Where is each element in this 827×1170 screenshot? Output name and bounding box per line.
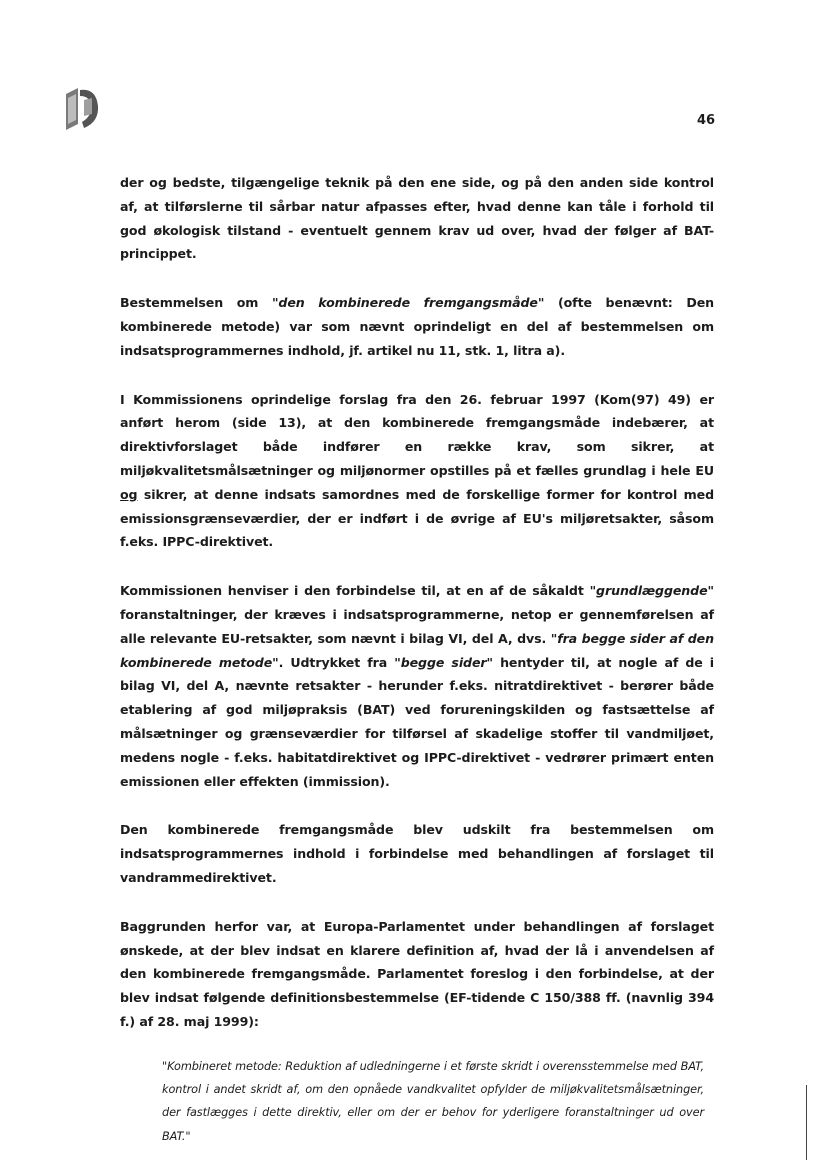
paragraph-3-text-c: sikrer, at denne indsats samordnes med de forskellige former for kontrol med emissionsgrænseværdier, der er indført i de øvrige af EU's miljøretsakter, såsom f.eks. IPPC-direktivet. — [120, 486, 714, 550]
scan-edge-line — [806, 1085, 807, 1160]
paragraph-3-text-a: I Kommissionens oprindelige forslag fra den 26. februar 1997 (Kom(97) 49) er anført herom (side 13), at den kombinerede fremgangsmåde indebærer, at direktivforslaget både indfører en række krav, som sikrer, at miljøkvalitetsmålsætninger og miljønormer opstilles på et fælles grundlag i hele EU — [120, 391, 714, 478]
term-grundlaeggende: "grundlæggende" — [589, 583, 714, 599]
paragraph-2-text-c: (ofte benævnt: Den kombinerede metode) var som nævnt oprindeligt en del af bestemmelsen om indsatsprogrammernes indhold, jf. artikel nu 11, stk. 1, litra a). — [120, 295, 715, 358]
logo-icon — [58, 84, 102, 136]
paragraph-2-text-a: Bestemmelsen om — [120, 295, 272, 311]
paragraph-6: Baggrunden herfor var, at Europa-Parlamentet under behandlingen af forslaget ønskede, at der blev indsat en klarere definition af, hvad der lå i anvendelsen af den kombinerede fremgangsmåde. Parlamentet foreslog i den forbindelse, at der blev indsat følgende definitionsbestemmelse (EF-tidende C 150/388 ff. (navnlig 394 f.) af 28. maj 1999): — [120, 918, 714, 1029]
underlined-og: og — [120, 486, 138, 502]
document-body — [120, 171, 714, 1148]
paragraph-4-text-g: hentyder til, at nogle af de i bilag VI, del A, nævnte retsakter - herunder f.eks. nitratdirektivet - berører både etablering af god miljøpraksis (BAT) ved forureningskilden og fastsættelse af målsætninger og grænseværdier for tilførsel af skadelige stoffer til vandmiljøet, medens nogle - f.eks. habitatdirektivet og IPPC-direktivet - vedrører primært enten emissionen eller effekten (immission). — [120, 654, 715, 789]
page-number: 46 — [697, 113, 716, 128]
paragraph-2 — [120, 291, 714, 362]
paragraph-4-text-e: . Udtrykket fra — [278, 654, 395, 670]
paragraph-1: der og bedste, tilgængelige teknik på den ene side, og på den anden side kontrol af, at tilførslerne til sårbar natur afpasses efter, hvad denne kan tåle i forhold til god økologisk tilstand - eventuelt gennem krav ud over, hvad der følger af BAT-princippet. — [120, 175, 714, 262]
term-kombinerede-fremgangsmaade: "den kombinerede fremgangsmåde" — [271, 295, 545, 311]
paragraph-3 — [120, 388, 714, 555]
term-begge-sider-metode: "fra begge sider af den kombinerede metode" — [120, 630, 714, 670]
paragraph-5: Den kombinerede fremgangsmåde blev udskilt fra bestemmelsen om indsatsprogrammernes indhold i forbindelse med behandlingen af forslaget til vandrammedirektivet. — [120, 822, 714, 885]
paragraph-4-text-c: foranstaltninger, der kræves i indsatsprogrammerne, netop er gennemførelsen af alle relevante EU-retsakter, som nævnt i bilag VI, del A, dvs. — [120, 606, 714, 646]
block-quote: "Kombineret metode: Reduktion af udledningerne i et første skridt i overensstemmelse med BAT, kontrol i andet skridt af, om den opnåede vandkvalitet opfylder de miljøkvalitetsmålsætninger, der fastlægges i dette direktiv, eller om der er behov for yderligere foranstaltninger ud over BAT." — [162, 1059, 704, 1143]
paragraph-4 — [120, 579, 714, 793]
paragraph-4-text-a: Kommissionen henviser i den forbindelse til, at en af de såkaldt — [120, 583, 590, 599]
term-begge-sider: "begge sider" — [394, 654, 493, 670]
